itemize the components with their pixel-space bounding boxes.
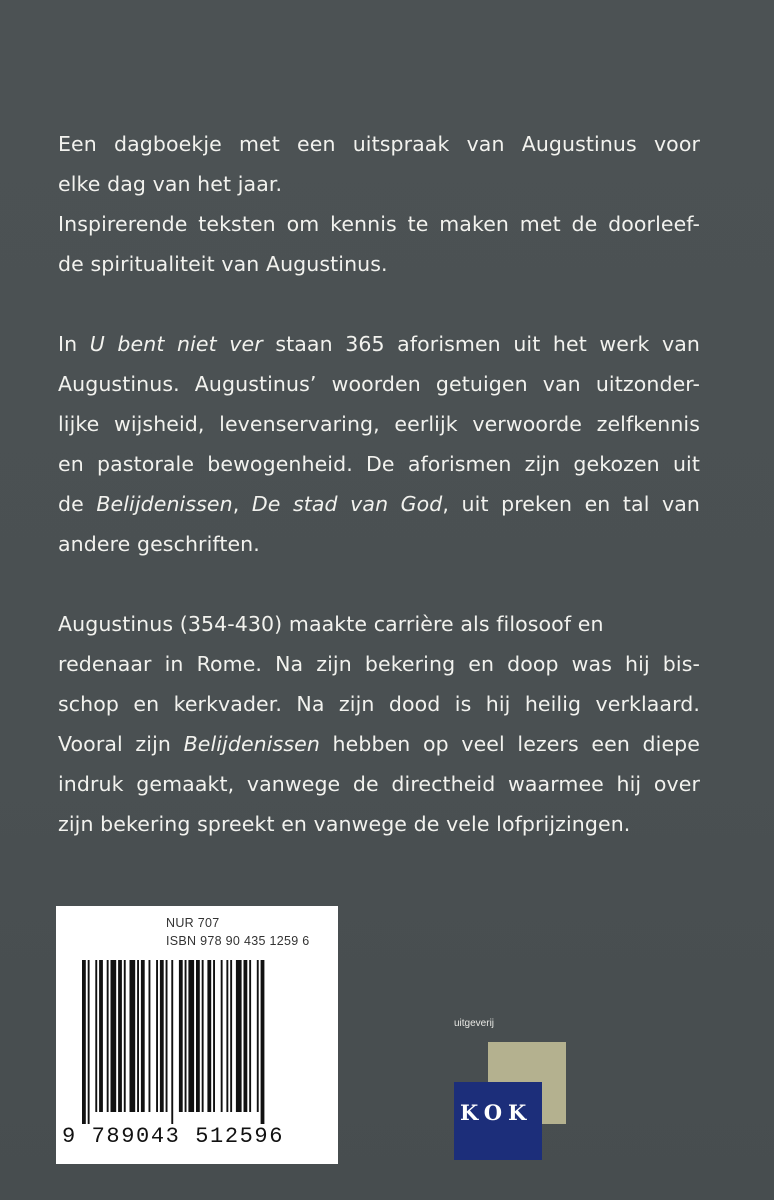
barcode-bar [249, 960, 251, 1112]
text-line: andere geschriften. [58, 532, 260, 556]
publisher-label: uitgeverij [454, 1018, 495, 1029]
barcode-bar [179, 960, 183, 1112]
book-title: U bent niet ver [89, 332, 263, 356]
barcode-bar [261, 960, 265, 1124]
barcode-bars [82, 960, 318, 1124]
barcode-digits: 9 789043 512596 [62, 1124, 285, 1149]
text-fragment: hebben op veel lezers een diepe [319, 732, 700, 756]
text-line: en pastorale bewogenheid. De aforismen zijn gekozen uit [58, 452, 700, 476]
barcode-bar [196, 960, 200, 1112]
barcode-bar [213, 960, 215, 1112]
barcode-bar [236, 960, 242, 1112]
paragraph-intro [58, 124, 700, 284]
isbn-number: ISBN 978 90 435 1259 6 [166, 934, 310, 948]
barcode-bar [95, 960, 97, 1112]
text-fragment: de [58, 492, 97, 516]
paragraph-aphorisms [58, 324, 700, 564]
paragraph-biography [58, 604, 700, 844]
text-line: schop en kerkvader. Na zijn dood is hij heilig verklaard. [58, 692, 700, 716]
barcode-bar [124, 960, 126, 1112]
barcode-bar [171, 960, 173, 1124]
barcode-bar [88, 960, 90, 1124]
barcode-bar [166, 960, 168, 1112]
text-fragment: Vooral zijn [58, 732, 184, 756]
barcode-bar [185, 960, 187, 1112]
text-line [58, 484, 700, 524]
text-line: indruk gemaakt, vanwege de directheid waarmee hij over [58, 772, 700, 796]
nur-code: NUR 707 [166, 916, 220, 930]
barcode-bar [137, 960, 139, 1112]
barcode-bar [107, 960, 109, 1112]
text-line: lijke wijsheid, levenservaring, eerlijk verwoorde zelfkennis [58, 412, 700, 436]
text-line: elke dag van het jaar. [58, 172, 283, 196]
barcode-bar [99, 960, 103, 1112]
text-line: Augustinus. Augustinus’ woorden getuigen van uitzonder- [58, 372, 700, 396]
text-fragment: , [232, 492, 252, 516]
barcode-bar [111, 960, 117, 1112]
barcode-bar [118, 960, 122, 1112]
blurb-text [58, 124, 700, 884]
publisher-logo [454, 1042, 566, 1160]
barcode-bar [188, 960, 194, 1112]
text-fragment: In [58, 332, 90, 356]
text-line: Augustinus (354-430) maakte carrière als filosoof en [58, 612, 604, 636]
logo-text: KOK [460, 1100, 533, 1125]
text-fragment: , uit preken en tal van [442, 492, 700, 516]
book-title: De stad van God [251, 492, 443, 516]
barcode-bar [221, 960, 223, 1112]
barcode-bar [230, 960, 232, 1112]
barcode-bar [226, 960, 228, 1112]
book-title: Belijdenissen [183, 732, 320, 756]
barcode-bar [257, 960, 259, 1112]
text-line: Een dagboekje met een uitspraak van Augustinus voor [58, 132, 700, 156]
barcode-bar [207, 960, 211, 1112]
barcode-bar [160, 960, 164, 1112]
barcode-bar [130, 960, 136, 1112]
barcode-bar [141, 960, 145, 1112]
text-line [58, 324, 700, 364]
text-line: Inspirerende teksten om kennis te maken met de doorleef- [58, 212, 700, 236]
text-line [58, 724, 700, 764]
text-fragment: staan 365 aforismen uit het werk van [262, 332, 700, 356]
barcode-bar [156, 960, 158, 1112]
barcode-bar [202, 960, 204, 1112]
barcode-label [56, 906, 338, 1164]
text-line: zijn bekering spreekt en vanwege de vele lofprijzingen. [58, 812, 631, 836]
barcode-bar [149, 960, 151, 1112]
barcode-bar [244, 960, 248, 1112]
barcode-bar [82, 960, 86, 1124]
text-line: redenaar in Rome. Na zijn bekering en doop was hij bis- [58, 652, 700, 676]
text-line: de spiritualiteit van Augustinus. [58, 252, 388, 276]
book-title: Belijdenissen [96, 492, 233, 516]
